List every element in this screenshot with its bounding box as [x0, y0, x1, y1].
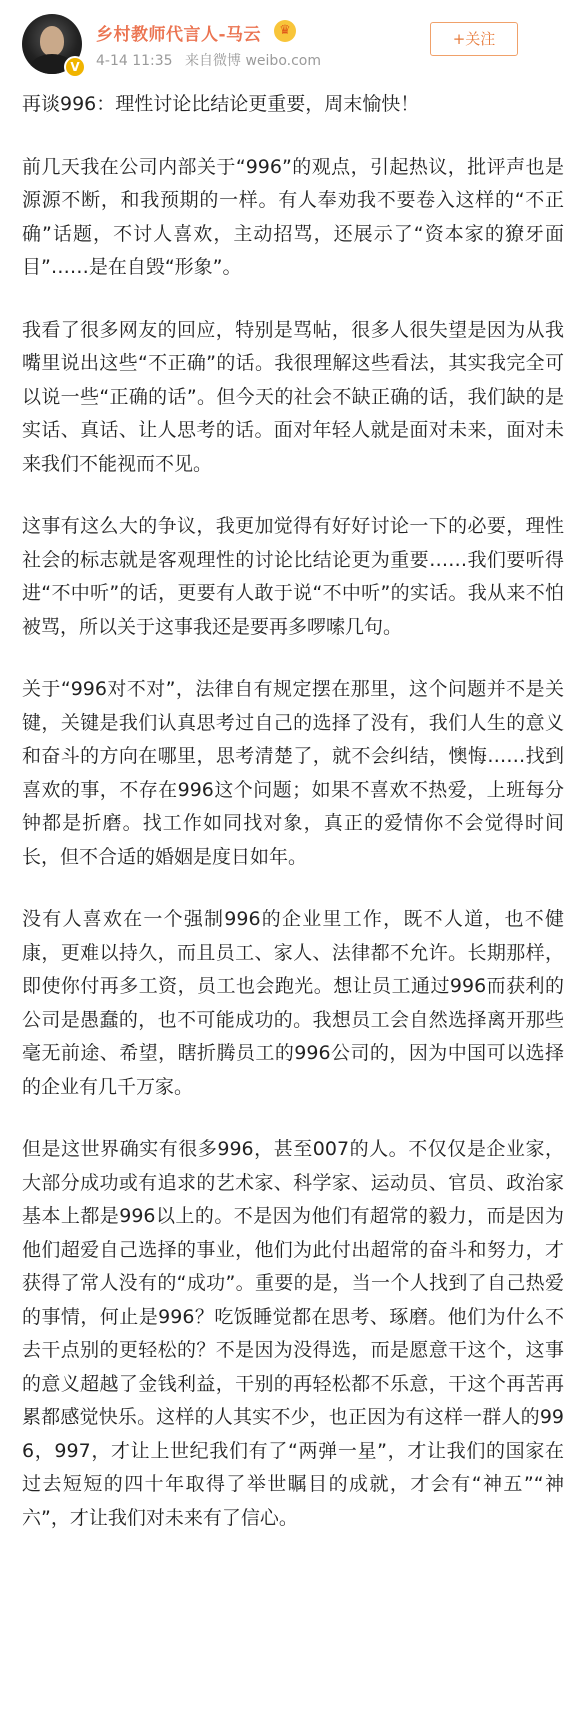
- post-paragraph: 关于“996对不对”，法律自有规定摆在那里，这个问题并不是关键，关键是我们认真思考过自己的选择了没有，我们人生的意义和奋斗的方向在哪里，思考清楚了，就不会纠结，懊悔……找到喜欢的事，不存在996这个问题；如果不喜欢不热爱，上班每分钟都是折磨。找工作如同找对象，真正的爱情你不会觉得时间长，但不合适的婚姻是度日如年。: [22, 678, 564, 868]
- post-header: [0, 0, 583, 90]
- avatar-face: [40, 26, 64, 56]
- follow-button[interactable]: +关注: [430, 22, 518, 56]
- post-meta: [96, 50, 329, 70]
- post-time[interactable]: 4-14 11:35: [96, 53, 173, 69]
- verified-badge-icon: V: [64, 56, 86, 78]
- post-content: [22, 88, 564, 1564]
- post-title: 再谈996：理性讨论比结论更重要，周末愉快！: [22, 93, 420, 115]
- author-name[interactable]: 乡村教师代言人-马云: [96, 25, 262, 45]
- post-paragraph: 没有人喜欢在一个强制996的企业里工作，既不人道，也不健康，更难以持久，而且员工、家人、法律都不允许。长期那样，即使你付再多工资，员工也会跑光。想让员工通过996而获利的公司是愚蠢的，也不可能成功的。我想员工会自然选择离开那些毫无前途、希望，瞎折腾员工的996公司的，因为中国可以选择的企业有几千万家。: [22, 908, 564, 1098]
- post-paragraph: 前几天我在公司内部关于“996”的观点，引起热议，批评声也是源源不断，和我预期的一样。有人奉劝我不要卷入这样的“不正确”话题，不讨人喜欢，主动招骂，还展示了“资本家的獠牙面目”……是在自毁“形象”。: [22, 155, 564, 278]
- post-paragraph: 我看了很多网友的回应，特别是骂帖，很多人很失望是因为从我嘴里说出这些“不正确”的话。我很理解这些看法，其实我完全可以说一些“正确的话”。但今天的社会不缺正确的话，我们缺的是实话、真话、让人思考的话。面对年轻人就是面对未来，面对未来我们不能视而不见。: [22, 318, 564, 475]
- crown-icon: ♛: [274, 20, 296, 42]
- post-source: 来自微博 weibo.com: [185, 53, 321, 69]
- post-paragraph: 但是这世界确实有很多996，甚至007的人。不仅仅是企业家，大部分成功或有追求的艺术家、科学家、运动员、官员、政治家基本上都是996以上的。不是因为他们有超常的毅力，而是因为他们超爱自己选择的事业，他们为此付出超常的奋斗和努力，才获得了常人没有的“成功”。重要的是，当一个人找到了自己热爱的事情，何止是996？吃饭睡觉都在思考、琢磨。他们为什么不去干点别的更轻松的？不是因为没得选，而是愿意干这个，这事的意义超越了金钱利益，干别的再轻松都不乐意，干这个再苦再累都感觉快乐。这样的人其实不少，也正因为有这样一群人的996，997，才让上世纪我们有了“两弹一星”，才让我们的国家在过去短短的四十年取得了举世瞩目的成就，才会有“神五”“神六”，才让我们对未来有了信心。: [22, 1138, 564, 1529]
- post-paragraph: 这事有这么大的争议，我更加觉得有好好讨论一下的必要，理性社会的标志就是客观理性的讨论比结论更为重要……我们要听得进“不中听”的话，更要有人敢于说“不中听”的实话。我从来不怕被骂，所以关于这事我还是要再多啰嗦几句。: [22, 515, 564, 638]
